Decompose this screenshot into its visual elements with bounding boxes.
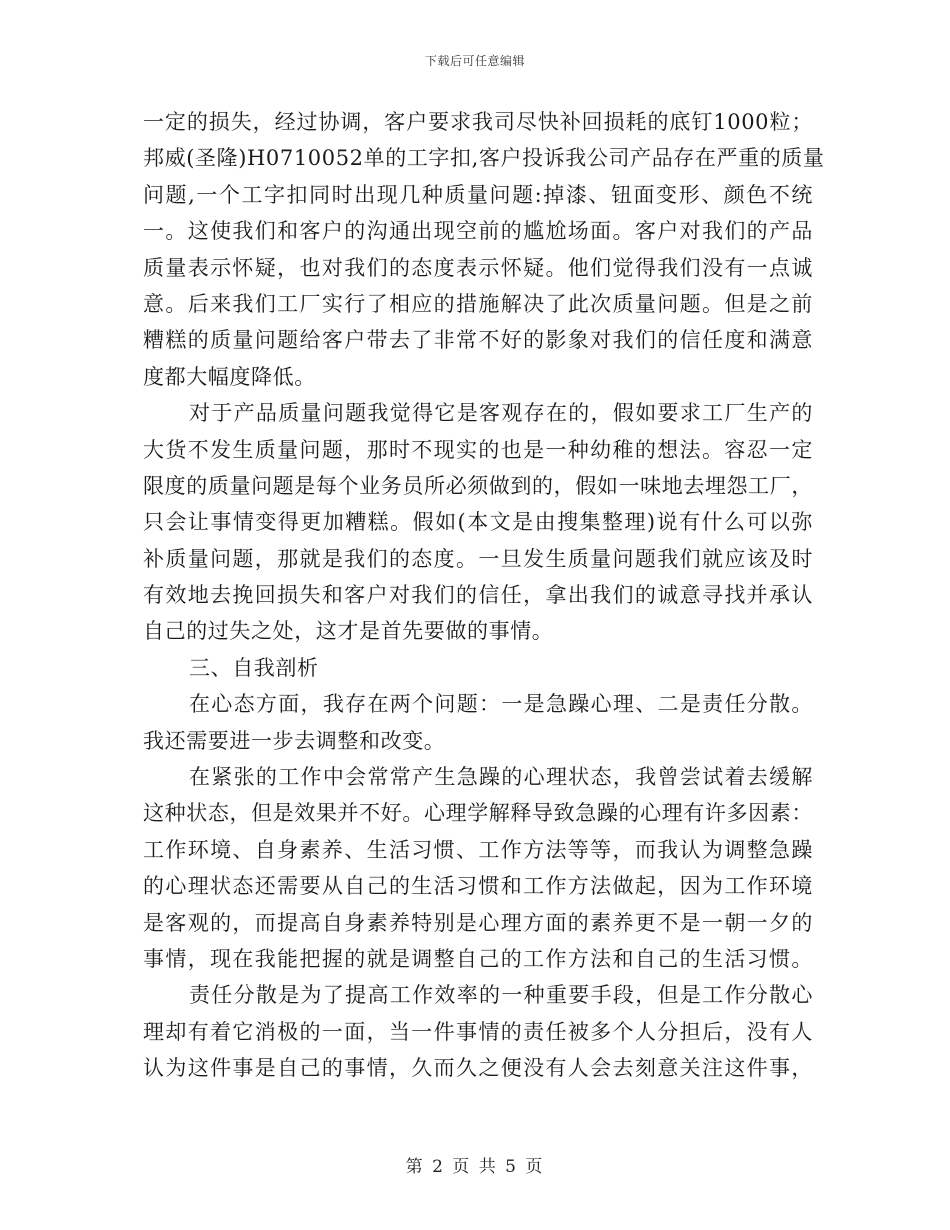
text-line: 自己的过失之处，这才是首先要做的事情。: [143, 619, 554, 644]
text-line: 认为这件事是自己的事情，久而久之便没有人会去刻意关注这件事，: [143, 1056, 813, 1081]
text-line: 有效地去挽回损失和客户对我们的信任，拿出我们的诚意寻找并承认: [143, 583, 813, 608]
text-line: 我还需要进一步去调整和改变。: [143, 728, 446, 753]
text-line: 在心态方面，我存在两个问题：一是急躁心理、二是责任分散。: [189, 692, 813, 717]
text-line: 糟糕的质量问题给客户带去了非常不好的影象对我们的信任度和满意: [143, 328, 813, 353]
page-header: 下载后可任意编辑: [424, 54, 525, 68]
text-line: 三、自我剖析: [189, 655, 319, 680]
text-line: 对于产品质量问题我觉得它是客观存在的，假如要求工厂生产的: [189, 401, 813, 426]
text-line: 一定的损失，经过协调，客户要求我司尽快补回损耗的底钉1000粒；: [143, 110, 813, 134]
text-line: 问题,一个工字扣同时出现几种质量问题:掉漆、钮面变形、颜色不统: [143, 182, 813, 207]
text-line: 事情，现在我能把握的就是调整自己的工作方法和自己的生活习惯。: [143, 946, 813, 971]
text-line: 这种状态，但是效果并不好。心理学解释导致急躁的心理有许多因素：: [143, 801, 813, 826]
text-line: 只会让事情变得更加糟糕。假如(本文是由搜集整理)说有什么可以弥: [143, 510, 813, 535]
text-line: 补质量问题，那就是我们的态度。一旦发生质量问题我们就应该及时: [143, 546, 813, 571]
text-line: 一。这使我们和客户的沟通出现空前的尴尬场面。客户对我们的产品: [143, 219, 813, 244]
text-line: 的心理状态还需要从自己的生活习惯和工作方法做起，因为工作环境: [143, 874, 813, 899]
text-line: 意。后来我们工厂实行了相应的措施解决了此次质量问题。但是之前: [143, 291, 813, 316]
text-line: 邦威(圣隆)H0710052单的工字扣,客户投诉我公司产品存在严重的质量: [143, 146, 825, 171]
text-line: 限度的质量问题是每个业务员所必须做到的，假如一味地去埋怨工厂，: [143, 473, 813, 498]
text-line: 责任分散是为了提高工作效率的一种重要手段，但是工作分散心: [189, 983, 813, 1008]
text-line: 是客观的，而提高自身素养特别是心理方面的素养更不是一朝一夕的: [143, 910, 813, 935]
text-line: 理却有着它消极的一面，当一件事情的责任被多个人分担后，没有人: [143, 1019, 813, 1044]
page-number-footer: 第 2 页 共 5 页: [405, 1157, 545, 1177]
text-line: 工作环境、自身素养、生活习惯、工作方法等等，而我认为调整急躁: [143, 837, 813, 862]
text-line: 在紧张的工作中会常常产生急躁的心理状态，我曾尝试着去缓解: [189, 765, 813, 790]
text-line: 大货不发生质量问题，那时不现实的也是一种幼稚的想法。容忍一定: [143, 437, 813, 462]
text-line: 度都大幅度降低。: [143, 364, 316, 389]
document-body: [143, 104, 825, 1087]
text-line: 质量表示怀疑，也对我们的态度表示怀疑。他们觉得我们没有一点诚: [143, 255, 813, 280]
